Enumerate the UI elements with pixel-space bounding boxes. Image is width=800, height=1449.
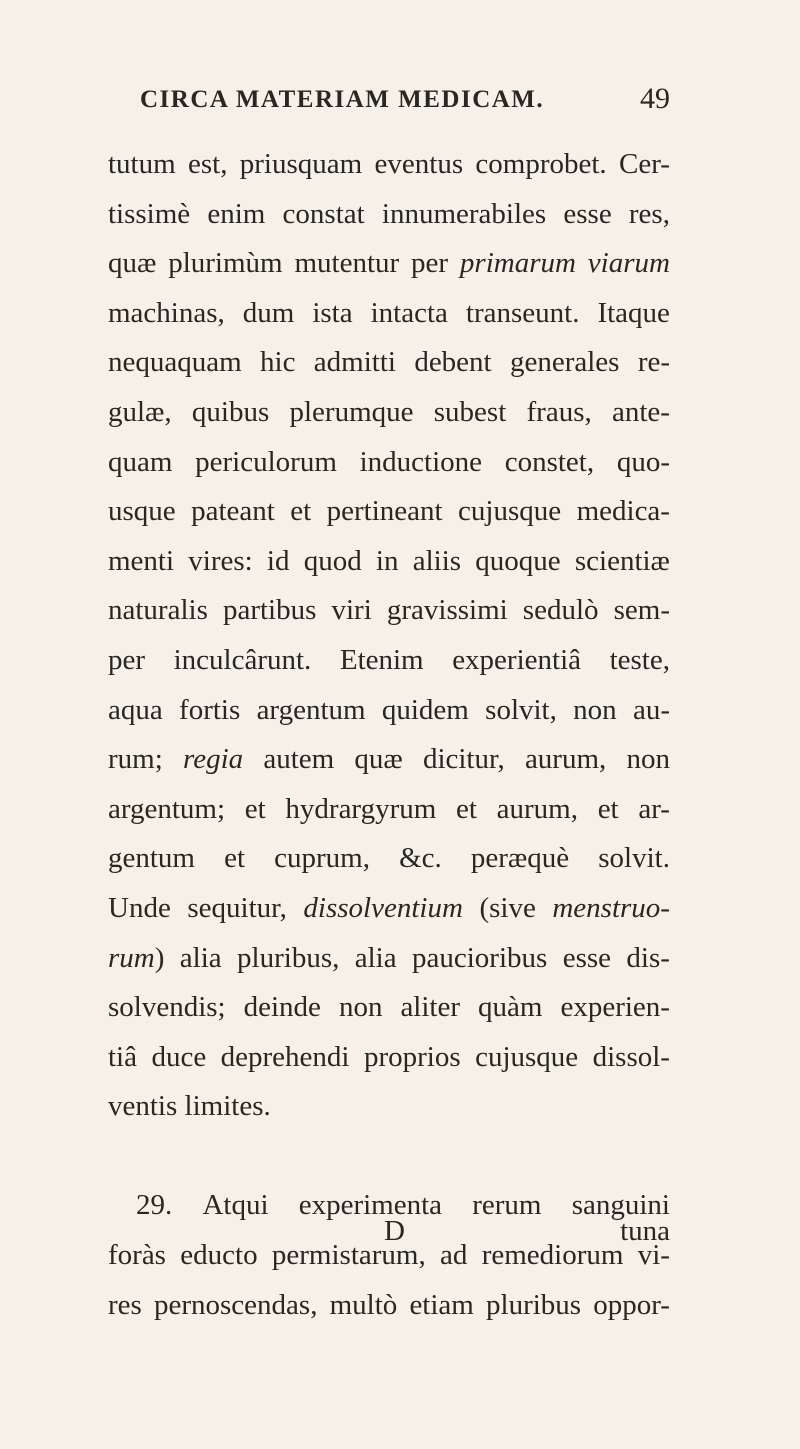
word: [314, 338, 396, 388]
word: [434, 388, 507, 438]
roman-text: fraus,: [526, 395, 592, 428]
roman-text: sanguini: [571, 1189, 670, 1222]
word: [409, 1281, 473, 1331]
roman-text: (sive: [479, 891, 536, 924]
roman-text: periculorum: [195, 445, 337, 478]
roman-text: id: [266, 544, 290, 577]
roman-text: Etenim: [339, 643, 424, 676]
roman-text: menti: [108, 544, 175, 577]
roman-text: experientiâ: [452, 643, 582, 676]
italic-text: regia: [182, 743, 244, 776]
roman-text: Cer-: [619, 148, 670, 180]
word: [452, 636, 581, 686]
word: [221, 1033, 350, 1083]
word: [179, 686, 240, 736]
word: [257, 686, 366, 736]
roman-text: cuprum,: [274, 842, 370, 875]
roman-text: priusquam: [239, 148, 363, 180]
text-line: [108, 487, 670, 537]
roman-text: constat: [282, 197, 365, 230]
roman-text: per: [411, 247, 449, 280]
word: [108, 388, 172, 438]
word: [243, 289, 295, 339]
roman-text: inculcârunt.: [173, 643, 312, 676]
text-line: [108, 239, 670, 289]
roman-text: autem: [263, 743, 335, 776]
text-line: [108, 1281, 670, 1331]
roman-text: quibus: [191, 395, 270, 428]
word: [382, 190, 546, 240]
roman-text: tutum: [108, 148, 176, 180]
word: [638, 338, 670, 388]
roman-text: quàm: [478, 991, 543, 1024]
word: [475, 1033, 578, 1083]
word: [573, 686, 617, 736]
roman-text: alia: [354, 941, 397, 974]
roman-text: deprehendi: [220, 1040, 350, 1073]
word: [552, 884, 670, 934]
text-line: [108, 190, 670, 240]
word: [610, 636, 670, 686]
text-line: [108, 140, 670, 190]
text-line: [108, 735, 670, 785]
word: [375, 140, 464, 190]
word: [223, 586, 316, 636]
roman-text: medica-: [576, 495, 670, 528]
roman-text: Itaque: [597, 296, 670, 329]
roman-text: Unde: [108, 891, 171, 924]
word: [151, 1033, 206, 1083]
roman-text: hydrargyrum: [285, 792, 437, 825]
roman-text: experimenta: [298, 1189, 443, 1222]
word: [598, 834, 670, 884]
text-line: [108, 338, 670, 388]
roman-text: solvit,: [485, 693, 557, 726]
roman-text: esse: [563, 197, 612, 230]
word: [593, 1281, 670, 1331]
roman-text: ante-: [612, 395, 670, 428]
roman-text: eventus: [374, 148, 464, 180]
word: [263, 735, 334, 785]
word: [312, 289, 352, 339]
word: [478, 983, 542, 1033]
word: [108, 190, 190, 240]
word: [456, 785, 477, 835]
roman-text: res: [108, 1288, 142, 1321]
roman-text: dicitur,: [422, 743, 505, 776]
roman-text: admitti: [313, 346, 396, 379]
roman-text: quo-: [616, 445, 670, 478]
word: [108, 934, 164, 984]
roman-text: gravissimi: [386, 594, 508, 627]
roman-text: aqua: [108, 693, 163, 726]
roman-text: debent: [414, 346, 492, 379]
roman-text: generales: [509, 346, 620, 379]
text-line: [108, 884, 670, 934]
word: ventis: [108, 1090, 178, 1123]
roman-text: aliis: [412, 544, 462, 577]
word: [523, 586, 599, 636]
roman-text: rum;: [108, 743, 163, 776]
roman-text: ad: [440, 1239, 468, 1272]
word: [330, 1281, 398, 1331]
italic-text: dissolventium: [303, 891, 463, 924]
roman-text: enim: [207, 197, 266, 230]
word: [479, 884, 535, 934]
roman-text: sem-: [613, 594, 670, 627]
word: [382, 686, 469, 736]
word: [629, 190, 670, 240]
text-line: [108, 934, 670, 984]
roman-text: hic: [260, 346, 296, 379]
word: [485, 686, 557, 736]
word: [187, 884, 287, 934]
word: [612, 388, 670, 438]
word: [108, 884, 171, 934]
roman-text: quod: [303, 544, 362, 577]
roman-text: subest: [433, 395, 507, 428]
word-space: [177, 1082, 184, 1132]
roman-text: quæ: [354, 743, 403, 776]
roman-text: dis-: [626, 941, 670, 974]
roman-text: duce: [151, 1040, 207, 1073]
word: [188, 140, 227, 190]
italic-text: primarum: [459, 247, 576, 280]
word: [285, 785, 436, 835]
roman-text: peræquè: [470, 842, 570, 875]
roman-text: quam: [108, 445, 173, 478]
word: [224, 834, 245, 884]
roman-text: machinas,: [108, 296, 225, 329]
roman-text: viri: [331, 594, 372, 627]
text-line: [108, 785, 670, 835]
word: [460, 239, 576, 289]
word: [108, 735, 163, 785]
roman-text: ar-: [638, 792, 670, 825]
word: [633, 686, 670, 736]
text-line: [108, 1082, 670, 1132]
word: [340, 636, 424, 686]
text-line: [108, 586, 670, 636]
text-line: [108, 983, 670, 1033]
word: [399, 834, 442, 884]
word: [108, 586, 208, 636]
word: [400, 983, 460, 1033]
word: [191, 487, 275, 537]
roman-text: alia: [179, 941, 222, 974]
roman-text: plurimùm: [168, 247, 283, 280]
word: [108, 289, 225, 339]
word: [180, 934, 222, 984]
text-line: [108, 636, 670, 686]
word: [327, 487, 443, 537]
roman-text: argentum;: [108, 792, 226, 825]
roman-text: gulæ,: [108, 395, 172, 428]
roman-text: esse: [562, 941, 612, 974]
word: [290, 388, 414, 438]
word: [577, 487, 670, 537]
roman-text: transeunt.: [465, 296, 580, 329]
roman-text: aliter: [400, 991, 461, 1024]
roman-text: Atqui: [202, 1189, 269, 1222]
word: [466, 289, 580, 339]
word: [412, 934, 547, 984]
word: [423, 735, 505, 785]
word: [108, 983, 226, 1033]
word: [413, 537, 461, 587]
word: [207, 190, 265, 240]
roman-text: et: [290, 495, 312, 528]
roman-text: rerum: [472, 1189, 542, 1222]
word: [510, 338, 620, 388]
word: [108, 338, 242, 388]
roman-text: innumerabiles: [381, 197, 547, 230]
roman-text: quoque: [475, 544, 561, 577]
word: [267, 537, 290, 587]
italic-text: menstruo-: [552, 891, 670, 924]
roman-text: in: [375, 544, 399, 577]
word: [475, 537, 560, 587]
word: [371, 289, 448, 339]
word: [360, 438, 482, 488]
roman-text: et: [224, 842, 246, 875]
roman-text: experien-: [560, 991, 670, 1024]
word: [486, 1281, 581, 1331]
roman-text: ista: [312, 296, 353, 329]
word: [283, 190, 365, 240]
word: [525, 735, 606, 785]
text-line: [108, 388, 670, 438]
word: [354, 735, 402, 785]
word: [505, 438, 594, 488]
roman-text: proprios: [363, 1040, 461, 1073]
word: [237, 934, 339, 984]
roman-text: usque: [108, 495, 176, 528]
word: [588, 239, 670, 289]
word: [355, 934, 397, 984]
roman-text: cujusque: [458, 495, 562, 528]
roman-text: naturalis: [108, 594, 208, 627]
word: [168, 239, 282, 289]
page-footer: [108, 1215, 670, 1259]
roman-text: et: [244, 792, 266, 825]
word: [108, 834, 195, 884]
roman-text: pluribus: [486, 1288, 582, 1321]
word: [188, 537, 252, 587]
word: [331, 586, 371, 636]
word: [154, 1281, 317, 1331]
roman-text: ): [154, 941, 165, 974]
word: [619, 140, 670, 190]
roman-text: tiâ: [108, 1040, 137, 1073]
word: [108, 785, 225, 835]
roman-text: re-: [637, 346, 670, 379]
word: [614, 586, 670, 636]
roman-text: sedulò: [522, 594, 599, 627]
word: [414, 338, 491, 388]
word: [108, 239, 156, 289]
roman-text: intacta: [370, 296, 448, 329]
roman-text: scientiæ: [574, 544, 670, 577]
italic-text: rum: [108, 941, 155, 974]
word: [108, 686, 163, 736]
roman-text: remediorum: [481, 1239, 624, 1272]
word: [183, 735, 243, 785]
roman-text: sequitur,: [187, 891, 287, 924]
word: [593, 1033, 670, 1083]
word: [575, 537, 670, 587]
word: [244, 983, 321, 1033]
word: [304, 537, 362, 587]
roman-text: inductione: [359, 445, 482, 478]
roman-text: et: [456, 792, 477, 825]
roman-text: quæ: [108, 247, 157, 280]
word: [376, 537, 399, 587]
signature-mark: D: [384, 1215, 405, 1247]
word: limites.: [184, 1090, 271, 1123]
word: [108, 537, 174, 587]
roman-text: nequaquam: [108, 346, 242, 379]
roman-text: vi-: [637, 1239, 670, 1272]
word: [290, 487, 311, 537]
word: [638, 785, 670, 835]
roman-text: argentum: [256, 693, 366, 726]
word: [240, 140, 362, 190]
roman-text: oppor-: [593, 1288, 670, 1321]
word: [195, 438, 337, 488]
word: [626, 934, 670, 984]
word: [458, 487, 561, 537]
roman-text: foràs: [108, 1239, 166, 1272]
roman-text: educto: [180, 1239, 258, 1272]
roman-text: deinde: [243, 991, 321, 1024]
roman-text: solvit.: [598, 842, 670, 875]
body-text: [108, 140, 670, 1330]
roman-text: multò: [329, 1288, 398, 1321]
word: [108, 140, 176, 190]
word: [174, 636, 312, 686]
text-line: [108, 438, 670, 488]
word: [597, 289, 669, 339]
roman-text: dissol-: [592, 1040, 670, 1073]
roman-text: &c.: [399, 842, 442, 875]
running-title: CIRCA MATERIAM MEDICAM.: [140, 86, 545, 113]
roman-text: paucioribus: [412, 941, 548, 974]
roman-text: non: [626, 743, 670, 776]
word: [598, 785, 619, 835]
roman-text: solvendis;: [108, 991, 226, 1024]
word: [303, 884, 463, 934]
roman-text: aurum,: [496, 792, 578, 825]
roman-text: quidem: [381, 693, 469, 726]
word: [108, 438, 172, 488]
word: [560, 983, 670, 1033]
word: [294, 239, 399, 289]
roman-text: gentum: [108, 842, 195, 875]
word: [475, 140, 606, 190]
text-line: [108, 686, 670, 736]
text-line: [108, 834, 670, 884]
word: [274, 834, 370, 884]
roman-text: constet,: [504, 445, 595, 478]
roman-text: dum: [242, 296, 295, 329]
word: [411, 239, 448, 289]
roman-text: aurum,: [524, 743, 607, 776]
word: [260, 338, 295, 388]
roman-text: vires:: [188, 544, 253, 577]
word: [108, 1033, 137, 1083]
roman-text: est,: [187, 148, 228, 180]
word: [245, 785, 266, 835]
word: [563, 934, 611, 984]
roman-text: non: [573, 693, 617, 726]
word: [108, 487, 176, 537]
text-line: [108, 537, 670, 587]
roman-text: tissimè: [108, 197, 191, 230]
roman-text: per: [108, 643, 146, 676]
word: [626, 735, 670, 785]
text-line: [108, 1033, 670, 1083]
running-head: [140, 78, 670, 118]
word: [364, 1033, 461, 1083]
word: [108, 636, 145, 686]
word: [527, 388, 592, 438]
roman-text: etiam: [409, 1288, 474, 1321]
word: [192, 388, 269, 438]
italic-text: viarum: [587, 247, 670, 280]
word: [471, 834, 569, 884]
roman-text: partibus: [222, 594, 317, 627]
roman-text: permistarum,: [271, 1239, 426, 1272]
word: [563, 190, 611, 240]
roman-text: fortis: [179, 693, 241, 726]
word: [497, 785, 578, 835]
roman-text: res,: [628, 197, 670, 230]
roman-text: au-: [632, 693, 670, 726]
roman-text: cujusque: [475, 1040, 579, 1073]
roman-text: pernoscendas,: [153, 1288, 318, 1321]
roman-text: pluribus,: [237, 941, 340, 974]
word: [108, 1281, 142, 1331]
catchword: tuna: [620, 1215, 670, 1247]
roman-text: mutentur: [294, 247, 400, 280]
roman-text: non: [338, 991, 383, 1024]
roman-text: 29.: [136, 1189, 173, 1222]
roman-text: et: [597, 792, 619, 825]
roman-text: comprobet.: [475, 148, 607, 180]
text-line: [108, 289, 670, 339]
roman-text: pertineant: [326, 495, 443, 528]
word: [387, 586, 508, 636]
word: [617, 438, 670, 488]
roman-text: pateant: [191, 495, 275, 528]
roman-text: teste,: [609, 643, 670, 676]
roman-text: plerumque: [289, 395, 414, 428]
word: [339, 983, 383, 1033]
page-number: 49: [640, 82, 670, 115]
